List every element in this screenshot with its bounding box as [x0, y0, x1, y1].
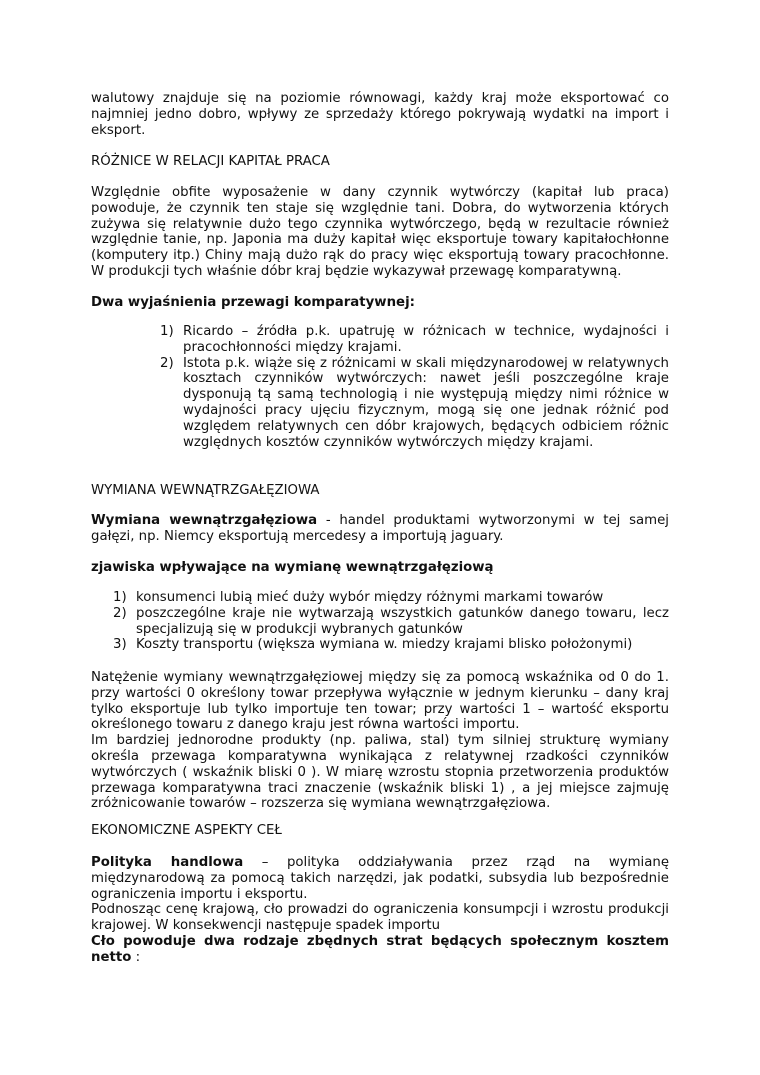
intra-industry-subheading: zjawiska wpływające na wymianę wewnątrzgałęziową	[91, 560, 494, 575]
list-item: 1) Ricardo – źródła p.k. upatruję w różnicach w technice, wydajności i pracochłonności między krajami.	[160, 324, 669, 355]
list-item: 3) Koszty transportu (większa wymiana w. miedzy krajami blisko położonymi)	[113, 637, 633, 653]
section-heading-intra-industry: WYMIANA WEWNĄTRZGAŁĘZIOWA	[91, 483, 320, 498]
comparative-advantage-subheading: Dwa wyjaśnienia przewagi komparatywnej:	[91, 295, 415, 310]
intra-industry-definition: Wymiana wewnątrzgałęziowa - handel produktami wytworzonymi w tej samej gałęzi, np. Niemcy eksportują mercedesy a importują jaguary.	[91, 513, 669, 544]
list-item: 2) Istota p.k. wiąże się z różnicami w skali międzynarodowej w relatywnych kosztach czynników wytwórczych: nawet jeśli poszczególne kraje dysponują tą samą technologią i nie występują między nimi różnice w wydajności pracy ujęciu fizycznym, mogą się one jednak różnić pod względem relatywnych cen dóbr krajowych, będących odbiciem różnic względnych kosztów czynników wytwórczych między krajami.	[160, 355, 669, 450]
intra-industry-paragraphs: Natężenie wymiany wewnątrzgałęziowej między się za pomocą wskaźnika od 0 do 1. przy wartości 0 określony towar przepływa wyłącznie w jednym kierunku – dany kraj tylko eksportuje lub tylko importuje ten towar; przy wartości 1 – wartość eksportu określonego towaru z danego kraju jest równa wartości importu. Im bardziej jednorodne produkty (np. paliwa, stal) tym silniej strukturę wymiany określa przewaga komparatywna wynikająca z relatywnej rzadkości czynników wytwórczych ( wskaźnik bliski 0 ). W miarę wzrostu stopnia przetworzenia produktów przewaga komparatywna traci znaczenie (wskaźnik bliski 1) , a jej miejsce zajmuję zróżnicowanie towarów – rozszerza się wymiana wewnątrzgałęziowa.	[91, 670, 669, 812]
capital-labor-paragraph: Względnie obfite wyposażenie w dany czynnik wytwórczy (kapitał lub praca) powoduje, że czynnik ten staje się względnie tani. Dobra, do wytworzenia których zużywa się relatywnie dużo tego czynnika wytwórczego, będą w rezultacie również względnie tanie, np. Japonia ma duży kapitał więc eksportuje towary kapitałochłonne (komputery itp.) Chiny mają dużo rąk do pracy więc eksportują towary pracochłonne. W produkcji tych właśnie dóbr kraj będzie wykazywał przewagę komparatywną.	[91, 185, 669, 279]
intra-industry-factors-list	[91, 590, 669, 653]
list-item: 1) konsumenci lubią mieć duży wybór między różnymi markami towarów	[113, 590, 604, 605]
section-heading-capital-labor: RÓŻNICE W RELACJI KAPITAŁ PRACA	[91, 154, 330, 169]
comparative-advantage-list	[91, 324, 669, 450]
section-heading-tariffs: EKONOMICZNE ASPEKTY CEŁ	[91, 823, 282, 838]
intro-paragraph: walutowy znajduje się na poziomie równowagi, każdy kraj może eksportować co najmniej jedno dobro, wpływy ze sprzedaży którego pokrywają wydatki na import i eksport.	[91, 91, 669, 138]
list-item: 2) poszczególne kraje nie wytwarzają wszystkich gatunków danego towaru, lecz specjalizują się w produkcji wybranych gatunków	[113, 605, 669, 637]
tariffs-paragraphs: Polityka handlowa – polityka oddziaływania przez rząd na wymianę międzynarodową za pomocą takich narzędzi, jak podatki, subsydia lub bezpośrednie ograniczenia importu i eksportu. Podnosząc cenę krajową, cło prowadzi do ograniczenia konsumpcji i wzrostu produkcji krajowej. W konsekwencji następuje spadek importu Cło powoduje dwa rodzaje zbędnych strat będących społecznym kosztem netto :	[91, 855, 670, 965]
